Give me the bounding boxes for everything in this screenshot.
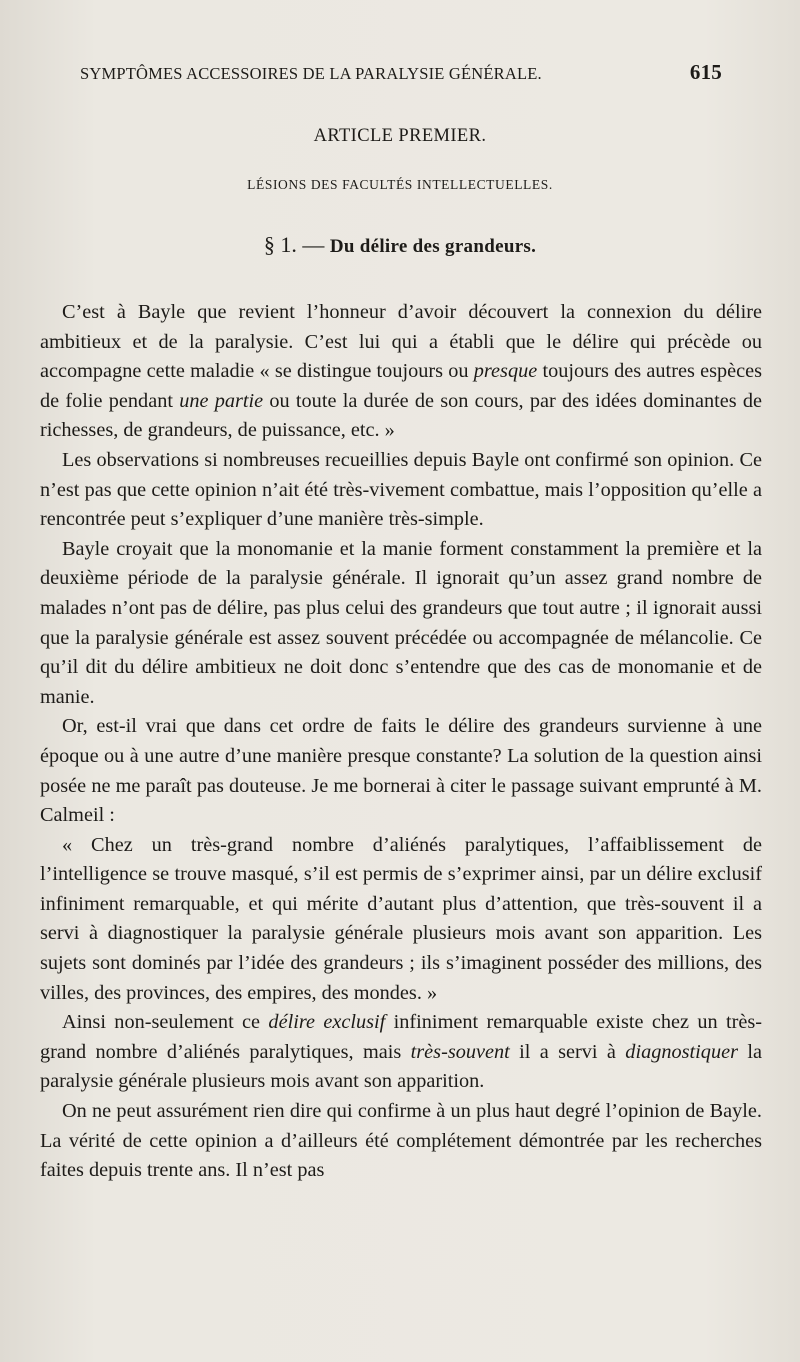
- paragraph-heading-symbol: § 1. —: [263, 232, 325, 257]
- paragraph-1-text-c: toujours des autres espèces de folie pendant: [40, 360, 762, 412]
- paragraph-2: Les observations si nombreuses recueillies depuis Bayle ont confirmé son opinion. Ce n’est pas que cette opinion n’ait été très-vivement combattue, mais l’opposition qu’elle a rencontrée peut s’expliquer d’une manière très-simple.: [40, 448, 762, 531]
- paragraph-1-text-e: ou toute la durée de son cours, par des idées dominantes de richesses, de grandeurs, de puissance, etc. »: [40, 389, 762, 442]
- paragraph-7: On ne peut assurément rien dire qui confirme à un plus haut degré l’opinion de Bayle. La vérité de cette opinion a d’ailleurs été complétement démontrée par les recherches faites depuis trente ans. Il n’est pas: [40, 1100, 762, 1182]
- paragraph-6-text-g: la paralysie générale plusieurs mois avant son apparition.: [40, 1040, 762, 1093]
- paragraph-3: Bayle croyait que la monomanie et la manie forment constamment la première et la deuxième période de la paralysie générale. Il ignorait qu’un assez grand nombre de malades n’ont pas de délire, pas plus celui des grandeurs que tout autre ; il ignorait aussi que la paralysie générale est assez souvent précédée ou accompagnée de mélancolie. Ce qu’il dit du délire ambitieux ne doit donc s’entendre que des cas de monomanie et de manie.: [40, 537, 762, 708]
- article-title: ARTICLE PREMIER.: [313, 126, 487, 146]
- paragraph-heading: [0, 232, 800, 258]
- paragraph-6-italic-tres-souvent: très-souvent: [410, 1040, 510, 1063]
- running-head-title: SYMPTÔMES ACCESSOIRES DE LA PARALYSIE GÉNÉRALE.: [80, 64, 542, 83]
- running-head: [80, 60, 722, 85]
- page-number: 615: [689, 60, 722, 84]
- paragraph-6-text-c: infiniment remarquable existe chez un très-grand nombre d’aliénés paralytiques, mais: [40, 1011, 762, 1063]
- paragraph-1-text-a: C’est à Bayle que revient l’honneur d’avoir découvert la connexion du délire ambitieux et de la paralysie. C’est lui qui a établi que le délire qui précède ou accompagne cette maladie « se distingue toujours ou: [40, 301, 762, 383]
- paragraph-1: [40, 298, 762, 446]
- paragraph-heading-text: Du délire des grandeurs.: [329, 236, 537, 257]
- paragraph-6-text-a: Ainsi non-seulement ce: [62, 1011, 269, 1034]
- paragraph-6: [40, 1008, 762, 1097]
- paragraph-6-text-e: il a servi à: [509, 1040, 626, 1063]
- paragraph-1-italic-presque: presque: [473, 360, 538, 383]
- paragraph-6-italic-diagnostiquer: diagnostiquer: [625, 1040, 738, 1063]
- body-text: [40, 298, 762, 1186]
- paragraph-6-italic-delire-exclusif: délire exclusif: [268, 1011, 386, 1034]
- paragraph-4: Or, est-il vrai que dans cet ordre de faits le délire des grandeurs survienne à une époque ou à une autre d’une manière presque constante? La solution de la question ainsi posée ne me paraît pas douteuse. Je me bornerai à citer le passage suivant emprunté à M. Calmeil :: [40, 715, 762, 827]
- paragraph-1-italic-une-partie: une partie: [179, 389, 264, 412]
- section-title: LÉSIONS DES FACULTÉS INTELLECTUELLES.: [247, 177, 553, 192]
- paragraph-5-quotation: « Chez un très-grand nombre d’aliénés paralytiques, l’affaiblissement de l’intelligence se trouve masqué, s’il est permis de s’exprimer ainsi, par un délire exclusif infiniment remarquable, et qui mérite d’autant plus d’attention, que très-souvent il a servi à diagnostiquer la paralysie générale plusieurs mois avant son apparition. Les sujets sont dominés par l’idée des grandeurs ; ils s’imaginent posséder des millions, des villes, des provinces, des empires, des mondes. »: [40, 833, 762, 1004]
